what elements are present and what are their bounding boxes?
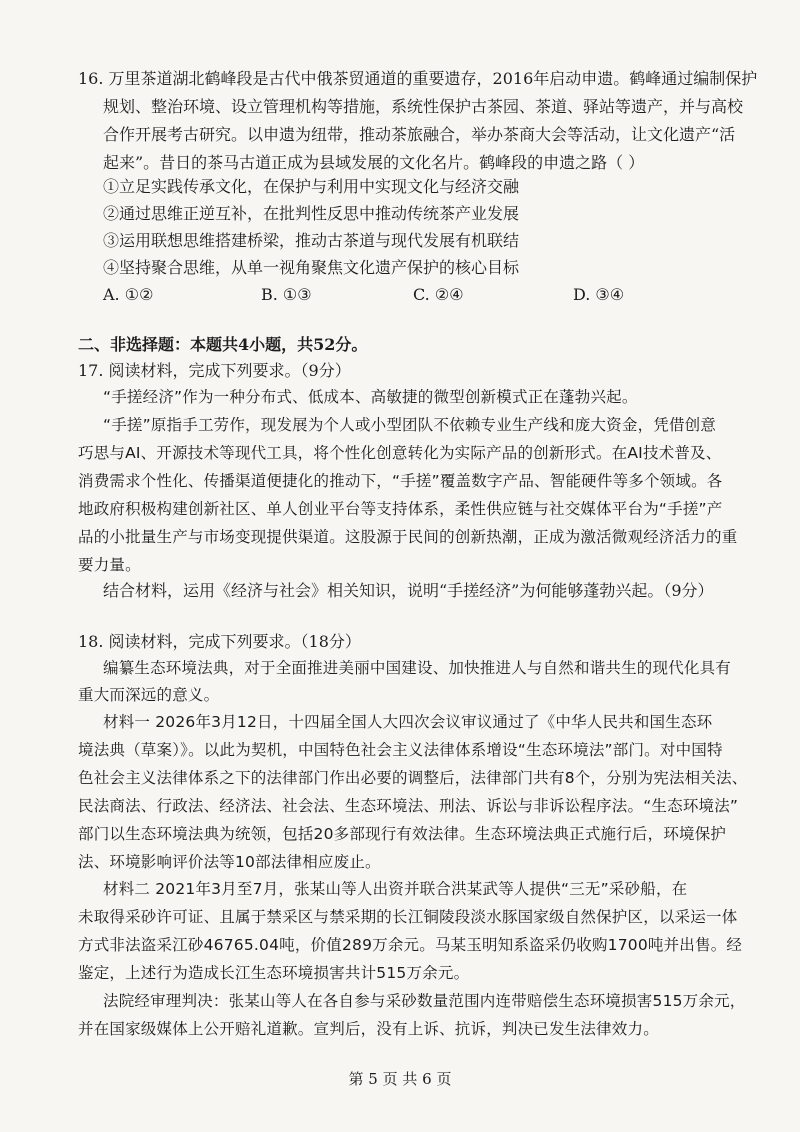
q17-material-line: 消费需求个性化、传播渠道便捷化的推动下，“手搓”覆盖数字产品、智能硬件等多个领域。各	[78, 472, 723, 490]
q18-intro-line: 重大而深远的意义。	[78, 686, 220, 704]
q18-material1-line: 部门以生态环境法典为统领，包括20多部现行有效法律。生态环境法典正式施行后，环境保护	[78, 825, 727, 843]
q16-stem-line: 合作开展考古研究。以申遗为纽带，推动茶旅融合，举办茶商大会等活动，让文化遗产“活	[103, 125, 736, 144]
q16-item: ③运用联想思维搭建桥梁，推动古茶道与现代发展有机联结	[103, 231, 520, 250]
q16-item: ①立足实践传承文化，在保护与利用中实现文化与经济交融	[103, 177, 520, 196]
q16-stem-line: 规划、整治环境、设立管理机构等措施，系统性保护古茶园、茶道、驿站等遗产，并与高校	[103, 97, 744, 116]
q18-material2-line: 未取得采砂许可证、且属于禁采区与禁采期的长江铜陵段淡水豚国家级自然保护区，以采运一体	[78, 908, 738, 926]
option-a: A. ①②	[103, 285, 154, 304]
q16-options	[103, 285, 623, 307]
q18-material1-line: 色社会主义法律体系之下的法律部门作出必要的调整后，法律部门共有8个，分别为宪法相关法、	[78, 769, 748, 787]
q18-material2-line: 鉴定，上述行为造成长江生态环境损害共计515万余元。	[78, 964, 470, 982]
q18-intro-line: 编纂生态环境法典，对于全面推进美丽中国建设、加快推进人与自然和谐共生的现代化具有	[103, 659, 732, 677]
section-heading: 二、非选择题：本题共4小题，共52分。	[78, 335, 368, 354]
q17-title: 17. 阅读材料，完成下列要求。（9分）	[78, 361, 351, 380]
option-d: D. ③④	[573, 285, 625, 304]
page-footer: 第 5 页 共 6 页	[348, 1070, 452, 1088]
q18-material1-line: 法、环境影响评价法等10部法律相应废止。	[78, 853, 381, 871]
q18-material2-line: 材料二 2021年3月至7月，张某山等人出资并联合洪某武等人提供“三无”采砂船，在	[103, 880, 688, 898]
q17-material-line: 巧思与AI、开源技术等现代工具，将个性化创意转化为实际产品的创新形式。在AI技术普及、	[78, 444, 722, 462]
q17-material-line: 品的小批量生产与市场变现提供渠道。这股源于民间的创新热潮，正成为激活微观经济活力的重	[78, 528, 738, 546]
q18-material2-line: 方式非法盗采江砂46765.04吨，价值289万余元。马某玉明知系盗采仍收购1700吨并出售。经	[78, 936, 743, 954]
q16-stem-line: 16. 万里茶道湖北鹤峰段是古代中俄茶贸通道的重要遗存，2016年启动申遗。鹤峰通过编制保护	[78, 69, 758, 88]
q16-stem-line: 起来”。昔日的茶马古道正成为县域发展的文化名片。鹤峰段的申遗之路（ ）	[103, 153, 645, 172]
q16-item: ④坚持聚合思维，从单一视角聚焦文化遗产保护的核心目标	[103, 258, 520, 277]
q18-material1-line: 民法商法、行政法、经济法、社会法、生态环境法、刑法、诉讼与非诉讼程序法。“生态环境法”	[78, 797, 739, 815]
q17-material-line: “手搓经济”作为一种分布式、低成本、高敏捷的微型创新模式正在蓬勃兴起。	[103, 388, 638, 406]
q18-material1-line: 境法典（草案）》。以此为契机，中国特色社会主义法律体系增设“生态环境法”部门。对中国特	[78, 741, 723, 759]
q17-question: 结合材料，运用《经济与社会》相关知识，说明“手搓经济”为何能够蓬勃兴起。（9分）	[103, 581, 714, 600]
q18-material1-line: 材料一 2026年3月12日，十四届全国人大四次会议审议通过了《中华人民共和国生态环	[103, 713, 713, 731]
option-c: C. ②④	[413, 285, 464, 304]
q18-title: 18. 阅读材料，完成下列要求。（18分）	[78, 632, 361, 651]
q17-material-line: 地政府积极构建创新社区、单人创业平台等支持体系，柔性供应链与社交媒体平台为“手搓”产	[78, 500, 723, 518]
q16-item: ②通过思维正逆互补，在批判性反思中推动传统茶产业发展	[103, 204, 520, 223]
q17-material-line: “手搓”原指手工劳作，现发展为个人或小型团队不依赖专业生产线和庞大资金，凭借创意	[103, 416, 717, 434]
q17-material-line: 要力量。	[78, 556, 141, 574]
q18-verdict-line: 法院经审理判决：张某山等人在各自参与采砂数量范围内连带赔偿生态环境损害515万余元，	[103, 992, 746, 1010]
option-b: B. ①③	[261, 285, 312, 304]
q18-verdict-line: 并在国家级媒体上公开赔礼道歉。宣判后，没有上诉、抗诉，判决已发生法律效力。	[78, 1020, 659, 1038]
